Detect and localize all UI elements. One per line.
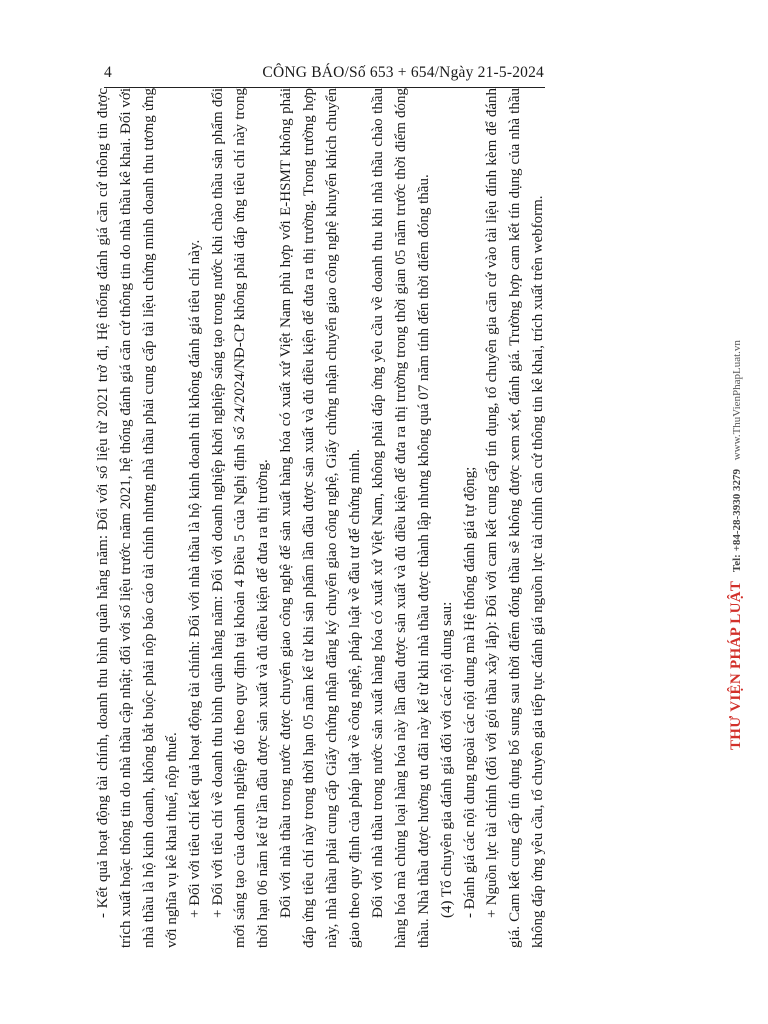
paragraph: - Kết quả hoạt động tài chính, doanh thu bình quân hằng năm: Đối với số liệu từ 2021 trở đi, Hệ thống đánh giá căn cứ thông tin được trích xuất hoặc thông tin do nhà thầu cập nhật; đối với số liệu trước năm 2021, hệ thống đánh giá căn cứ thông tin do nhà thầu kê khai. Đối với nhà thầu là hộ kinh doanh, không bắt buộc phải nộp báo cáo tài chính nhưng nhà thầu phải cung cấp tài liệu chứng minh doanh thu tương ứng với nghĩa vụ kê khai thuế, nộp thuế.	[95, 88, 180, 948]
watermark-phone: Tel: +84-28-3930 3279	[731, 469, 743, 573]
watermark-brand: THƯ VIỆN PHÁP LUẬT	[728, 580, 744, 750]
paragraph: + Đối với tiêu chí về doanh thu bình quân hằng năm: Đối với doanh nghiệp khởi nghiệp sáng tạo trong nước khi chào thầu sản phẩm đổi mới sáng tạo của doanh nghiệp đó theo quy định tại khoản 4 Điều 5 của Nghị định số 24/2024/NĐ-CP không phải đáp ứng tiêu chí này trong thời hạn 06 năm kể từ lần đầu được sản xuất và đủ điều kiện để đưa ra thị trường.	[209, 88, 272, 948]
paragraph: + Nguồn lực tài chính (đối với gói thầu xây lắp): Đối với cam kết cung cấp tín dụng, tổ chuyên gia căn cứ vào tài liệu đính kèm để đánh giá. Cam kết cung cấp tín dụng bổ sung sau thời điểm đóng thầu sẽ không được xem xét, đánh giá. Trường hợp cam kết tín dụng của nhà thầu không đáp ứng yêu cầu, tổ chuyên gia tiếp tục đánh giá nguồn lực tài chính căn cứ thông tin kê khai, trích xuất trên webform.	[484, 88, 547, 948]
paragraph: Đối với nhà thầu trong nước được chuyển giao công nghệ để sản xuất hàng hóa có xuất xứ Việt Nam phù hợp với E-HSMT không phải đáp ứng tiêu chí này trong thời hạn 05 năm kể từ khi sản phẩm lần đầu được sản xuất và đủ điều kiện để đưa ra thị trường. Trong trường hợp này, nhà thầu phải cung cấp Giấy chứng nhận đăng ký chuyển giao công nghệ, Giấy chứng nhận chuyển giao công nghệ khuyến khích chuyển giao theo quy định của pháp luật về công nghệ, pháp luật về đầu tư để chứng minh.	[278, 88, 363, 948]
paragraph: - Đánh giá các nội dung ngoài các nội dung mà Hệ thống đánh giá tự động;	[461, 466, 478, 918]
paragraph: (4) Tổ chuyên gia đánh giá đối với các nội dung sau:	[438, 601, 455, 918]
page-header	[104, 58, 544, 88]
gazette-title: CÔNG BÁO/Số 653 + 654/Ngày 21-5-2024	[262, 64, 544, 81]
rotated-body-text	[92, 88, 684, 948]
page-number: 4	[104, 64, 112, 81]
paragraph: + Đối với tiêu chí kết quả hoạt động tài chính: Đối với nhà thầu là hộ kinh doanh thì không đánh giá tiêu chí này.	[186, 239, 203, 918]
paragraph: Đối với nhà thầu trong nước sản xuất hàng hóa có xuất xứ Việt Nam, không phải đáp ứng yêu cầu về doanh thu khi nhà thầu chào thầu hàng hóa mà chủng loại hàng hóa này lần đầu được sản xuất và đủ điều kiện để đưa ra thị trường trong thời gian 05 năm trước thời điểm đóng thầu. Nhà thầu được hưởng ưu đãi này kể từ khi nhà thầu được thành lập nhưng không quá 07 năm tính đến thời điểm đóng thầu.	[369, 88, 432, 948]
watermark	[728, 190, 752, 750]
watermark-site: www.ThuVienPhapLuat.vn	[731, 340, 743, 461]
